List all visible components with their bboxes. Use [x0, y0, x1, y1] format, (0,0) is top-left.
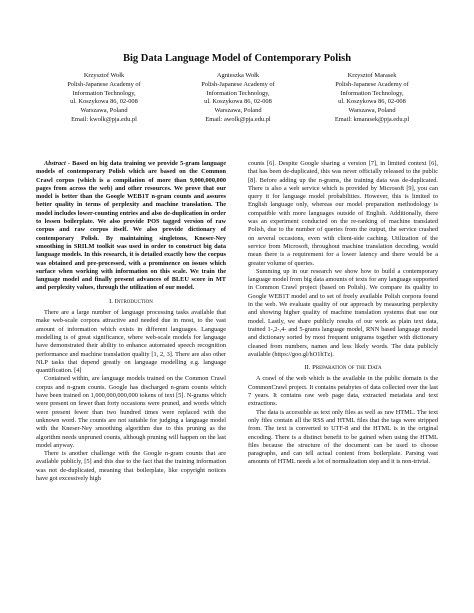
author-city: Warszawa, Poland — [80, 107, 128, 115]
author-name: Agnieszka Wołk — [216, 72, 260, 79]
author-address: ul. Koszykowa 86, 02-008 — [70, 98, 138, 106]
right-column — [248, 160, 438, 467]
author-address: ul. Koszykowa 86, 02-008 — [338, 98, 406, 106]
author-1 — [38, 72, 170, 125]
paragraph: A crawl of the web which is the available in the public domain is the CommonCrawl project. It contains petabytes of data collected over the last 7 years. It contains raw web page data, extracted metadata and text extractions. — [248, 375, 438, 408]
author-city: Warszawa, Poland — [348, 107, 396, 115]
paragraph: The data is accessible as text only files as well as raw HTML. The text only files contain all the RSS and HTML files that the tags were stripped from. The text is converted to UTF-8 and the HTML is in the original encoding. There is a distinct benefit to be gained when using the HTML files because the structure of the document can be used to choose paragraphs, and can tell actual content from boilerplate. Parsing vast amounts of HTML needs a lot of normalization step and it is non-trivial. — [248, 408, 438, 466]
abstract — [36, 160, 226, 293]
paragraph: There is another challenge with the Google n-gram counts that are available publicly, [5] and this due to the fact that the training information was not de-duplicated, meaning that boilerplate, like copyright notices have got excessively high — [36, 450, 226, 482]
author-affiliation: Polish-Japanese Academy of — [201, 80, 275, 88]
author-email: Email: kwolk@pja.edu.pl — [71, 115, 137, 123]
abstract-text: - Based on big data training we provide 5-gram language models of contemporary Polish which are based on the Common Crawl corpus (which is a compilation of more than 9,000,000,000 pages from across the web) and other resources. We prove that our model is better than the Google WEB1T n-gram counts and assures better quality in terms of perplexity and machine translation. The model includes lower-counting entries and also de-duplication in order to lessen boilerplate. We also provide POS tagged version of raw corpus and raw corpus itself. We also provide dictionary of contemporary Polish. By maintaining singletons, Kneser-Ney smoothing in SRILM toolkit was used in order to construct big data language models. In this research, it is detailed exactly how the corpus was obtained and pre-processed, with a prominence on issues which surface when working with information on this scale. We train the language model and finally present advances of BLEU score in MT and perplexity values, through the utilization of our model. — [36, 160, 226, 292]
author-affiliation: Information Technology, — [340, 89, 404, 97]
author-affiliation: Polish-Japanese Academy of — [67, 80, 141, 88]
author-name: Krzysztof Wołk — [83, 72, 125, 79]
paragraph: Contained within, are language models trained on the Common Crawl corpus and n-gram counts. Google has discharged n-gram counts which have been trained on 1,000,000,000,000 tokens of text [5]. N-grams which were present on fewer than forty occasions were pruned, and words which were present fewer than two hundred times were replaced with the unknown word. The counts are not suitable for judging a language model with the Kneser-Ney smoothing algorithm due to this pruning as the algorithm needs unpruned counts, although pruning will happen on the last model anyway. — [36, 375, 226, 449]
author-email: Email: awolk@pja.edu.pl — [205, 115, 271, 123]
author-affiliation: Information Technology, — [72, 89, 136, 97]
paragraph: counts [6]. Despite Google sharing a version [7], in limited context [6], that has been de-duplicated, this was never officially released to the public [8]. Before adding up the n-grams, the training data was de-duplicated. There is also a web service which is provided by Microsoft [9], you can query it for language model probabilities. However, this is limited to English language only, whereas our model preparation methodology is compatible with more languages outside of English. Additionally, there was an experiment conducted on the re-ranking of machine translated Polish, due to the number of queries from the output, the service crashed on several occasions, even with client-side caching. Utilization of the service from Microsoft, throughout machine translation decoding, would mean there is a requirement for a lower latency and there would be a greater volume of queries. — [248, 160, 438, 267]
paragraph: Summing up in our research we show how to build a contemporary language model from big data amounts of texts for any language supported in Common Crawl project (based on Polish). We compare its quality to Google WEB1T model and to set of freely available Polish corpora found in the web. We evaluate quality of our approach by measuring perplexity and showing higher quality of machine translation systems that use our model. Lastly, we share publicly results of our work as plain text data, trained 1-,2-,4- and 5-grams language model, RNN based language model and dictionary sorted by most frequent unigrams together with dictionary cleaned from numbers, names and less likely words. The data publicly available (https://goo.gl/hO1hTz). — [248, 267, 438, 358]
author-email: Email: kmarasek@pja.edu.pl — [334, 115, 410, 123]
author-affiliation: Information Technology, — [206, 89, 270, 97]
section-heading-introduction: I. Introduction — [109, 297, 153, 305]
author-address: ul. Koszykowa 86, 02-008 — [204, 98, 272, 106]
author-3 — [306, 72, 438, 125]
author-name: Krzysztof Marasek — [347, 72, 397, 79]
paragraph: There are a large number of language processing tasks available that make web-scale corpora attractive and needed due in most, to the vast amount of information which exists in different languages. Language modelling is of great significance, where web-scale models for language have demonstrated their ability to enhance automated speech recognition performance and machine translation quality [1, 2, 3]. There are also other NLP tasks that depend greatly on language modelling e.g. language quantification. [4] — [36, 309, 226, 375]
author-city: Warszawa, Poland — [214, 107, 262, 115]
author-block — [38, 72, 438, 125]
abstract-label: Abstract — [44, 160, 66, 167]
left-column — [36, 160, 226, 483]
author-affiliation: Polish-Japanese Academy of — [335, 80, 409, 88]
author-2 — [172, 72, 304, 125]
paper-title: Big Data Language Model of Contemporary Polish — [122, 53, 352, 64]
section-heading-preparation: II. Preparation of the Data — [304, 364, 382, 372]
